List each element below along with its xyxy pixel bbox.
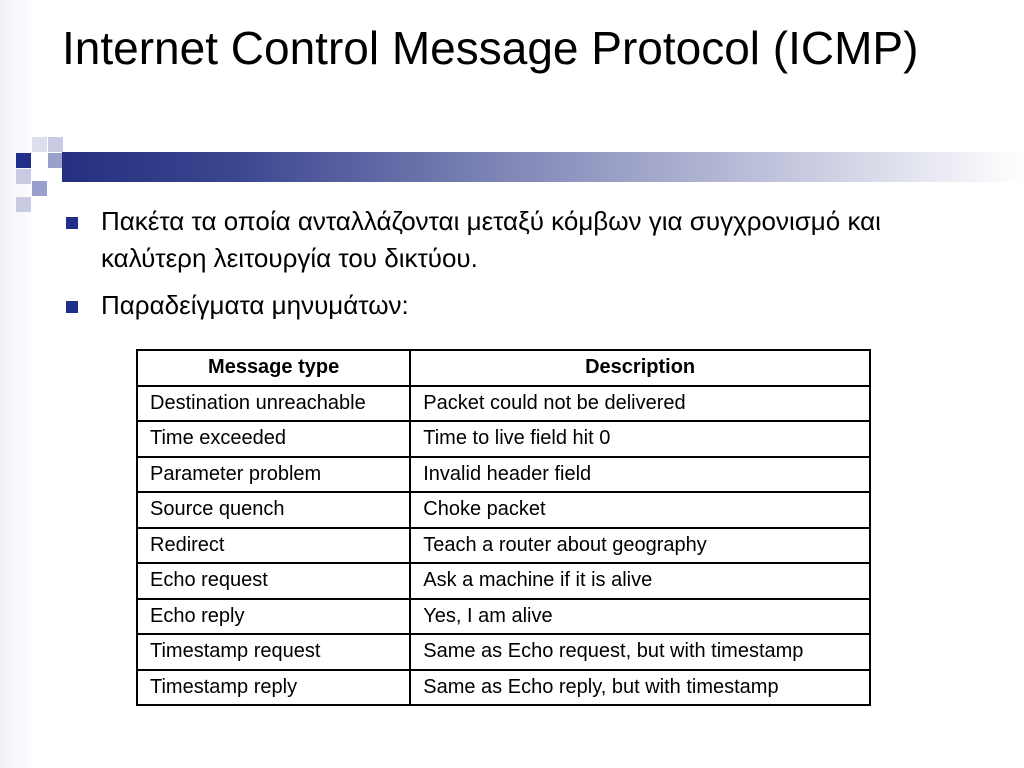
table-row [137,563,870,599]
description-cell: Teach a router about geography [410,528,870,564]
column-header-description: Description [410,350,870,386]
message-type-cell: Echo reply [137,599,410,635]
bullet-text: Παραδείγματα μηνυμάτων: [101,290,409,320]
decorative-square [16,197,31,212]
icmp-message-table [136,349,871,706]
description-cell: Ask a machine if it is alive [410,563,870,599]
description-cell: Same as Echo request, but with timestamp [410,634,870,670]
description-cell: Time to live field hit 0 [410,421,870,457]
decorative-square [16,153,31,168]
description-cell: Invalid header field [410,457,870,493]
description-cell: Same as Echo reply, but with timestamp [410,670,870,706]
decorative-square [48,153,63,168]
bullet-item [64,203,924,277]
decorative-square [16,169,31,184]
title-underline-bar [62,152,1024,182]
slide-title: Internet Control Message Protocol (ICMP) [62,22,919,74]
bullet-text: Πακέτα τα οποία ανταλλάζονται μεταξύ κόμβων για συγχρονισμό και καλύτερη λειτουργία του δικτύου. [101,206,881,273]
table-row [137,386,870,422]
table-row [137,634,870,670]
message-type-cell: Source quench [137,492,410,528]
message-type-cell: Time exceeded [137,421,410,457]
description-cell: Choke packet [410,492,870,528]
table-row [137,492,870,528]
table-header-row [137,350,870,386]
table-row [137,457,870,493]
description-cell: Packet could not be delivered [410,386,870,422]
left-decorative-stripe [0,0,36,768]
message-type-cell: Echo request [137,563,410,599]
column-header-message-type: Message type [137,350,410,386]
message-type-cell: Destination unreachable [137,386,410,422]
decorative-square [48,137,63,152]
bullet-item [64,287,924,324]
bullet-list [64,203,924,334]
square-bullet-icon [66,217,78,229]
decorative-square [32,137,47,152]
message-type-cell: Timestamp request [137,634,410,670]
table-row [137,599,870,635]
table-row [137,528,870,564]
message-type-cell: Parameter problem [137,457,410,493]
table-row [137,421,870,457]
square-bullet-icon [66,301,78,313]
table-row [137,670,870,706]
message-type-cell: Timestamp reply [137,670,410,706]
message-type-cell: Redirect [137,528,410,564]
description-cell: Yes, I am alive [410,599,870,635]
decorative-square [32,181,47,196]
